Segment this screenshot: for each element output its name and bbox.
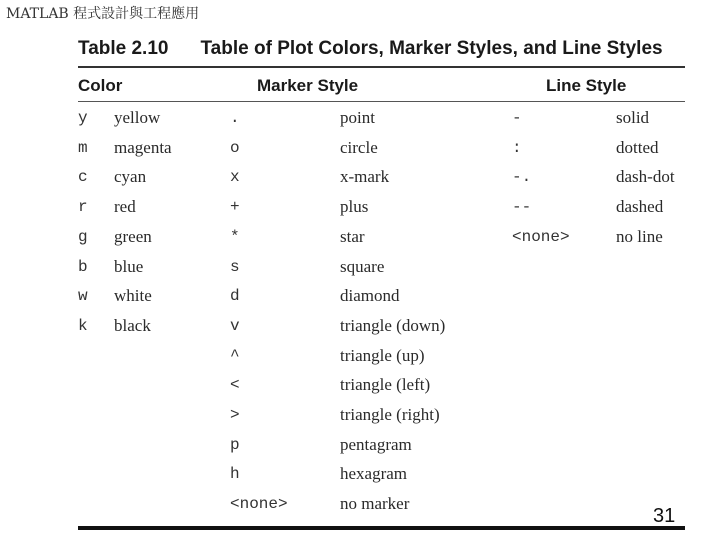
marker-code: o (230, 139, 240, 157)
line-name: dotted (616, 138, 659, 157)
marker-code: s (230, 258, 240, 276)
marker-code: p (230, 436, 240, 454)
marker-name: square (340, 257, 385, 276)
marker-code: x (230, 168, 240, 186)
marker-code: * (230, 228, 240, 246)
line-column-header: Line Style (546, 76, 627, 95)
line-code: : (512, 139, 522, 157)
marker-name: triangle (down) (340, 316, 446, 335)
marker-code: > (230, 406, 240, 424)
marker-code: ^ (230, 347, 240, 365)
table-number: Table 2.10 (78, 38, 169, 59)
marker-code: + (230, 198, 240, 216)
marker-code: < (230, 376, 240, 394)
line-name: solid (616, 108, 650, 127)
marker-name: plus (340, 197, 369, 216)
color-name: magenta (114, 138, 172, 157)
line-code: - (512, 109, 522, 127)
line-code: <none> (512, 228, 570, 246)
color-name: blue (114, 257, 144, 276)
marker-name: hexagram (340, 464, 408, 483)
color-code: r (78, 198, 88, 216)
color-column-header: Color (78, 76, 123, 95)
color-name: green (114, 227, 152, 246)
line-code: -. (512, 168, 532, 186)
color-name: yellow (114, 108, 161, 127)
color-name: cyan (114, 167, 147, 186)
color-code: k (78, 317, 88, 335)
table-caption: Table of Plot Colors, Marker Styles, and Line Styles (200, 38, 663, 59)
marker-name: x-mark (340, 167, 390, 186)
line-name: dash-dot (616, 167, 675, 186)
color-name: white (114, 286, 152, 305)
color-name: red (114, 197, 136, 216)
color-code: g (78, 228, 88, 246)
marker-name: triangle (left) (340, 375, 431, 394)
top-rule (78, 66, 685, 68)
marker-name: pentagram (340, 435, 412, 454)
marker-code: v (230, 317, 240, 335)
line-name: no line (616, 227, 663, 246)
marker-code: h (230, 465, 240, 483)
marker-name: star (340, 227, 365, 246)
marker-column-header: Marker Style (257, 76, 359, 95)
marker-name: no marker (340, 494, 410, 513)
marker-name: circle (340, 138, 378, 157)
line-code: -- (512, 198, 532, 216)
color-code: w (78, 287, 88, 305)
color-code: y (78, 109, 88, 127)
marker-code: <none> (230, 495, 288, 513)
table-title (78, 38, 663, 60)
color-name: black (114, 316, 151, 335)
page-number: 31 (653, 505, 676, 527)
bottom-rule (78, 526, 685, 530)
page-header: MATLAB 程式設計與工程應用 (6, 6, 200, 22)
marker-code: d (230, 287, 240, 305)
header-rule (78, 101, 685, 102)
marker-name: diamond (340, 286, 400, 305)
color-code: b (78, 258, 88, 276)
color-code: m (78, 139, 88, 157)
line-name: dashed (616, 197, 664, 216)
marker-name: triangle (right) (340, 405, 440, 424)
marker-name: point (340, 108, 375, 127)
color-code: c (78, 168, 88, 186)
marker-name: triangle (up) (340, 346, 425, 365)
marker-code: . (230, 109, 240, 127)
